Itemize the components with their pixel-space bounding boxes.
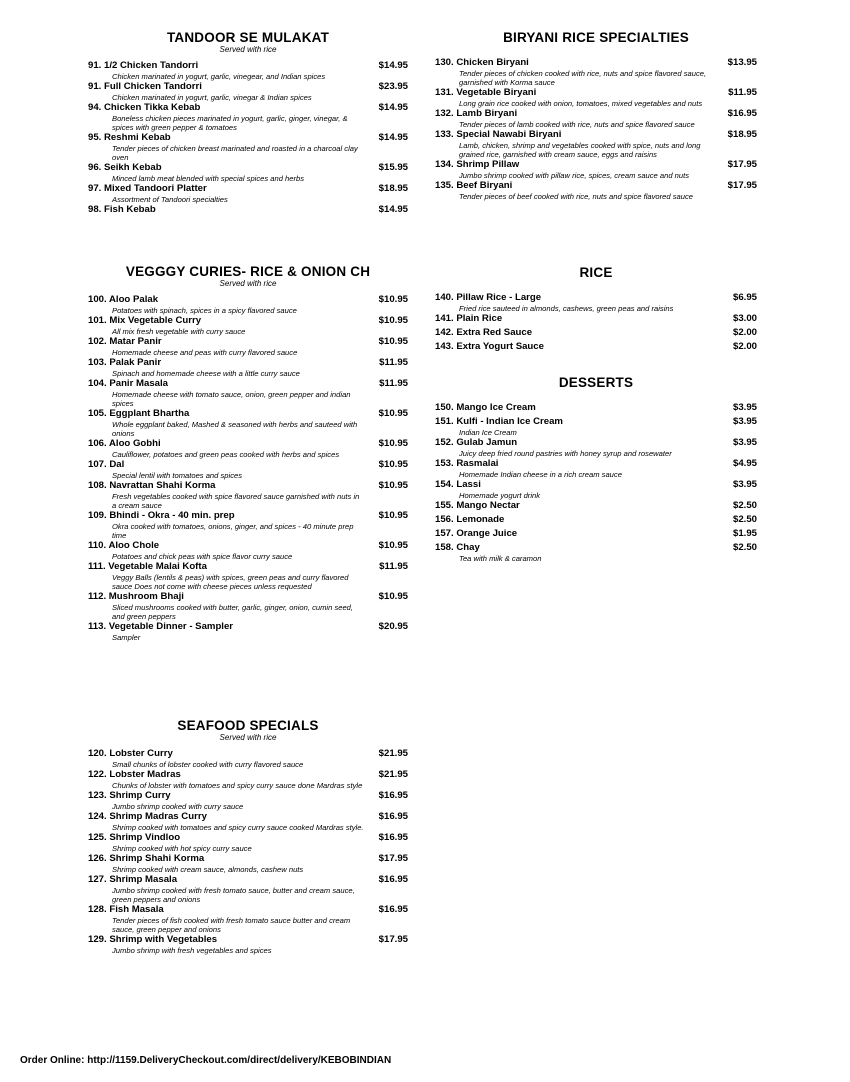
menu-item-price: $20.95: [378, 621, 408, 632]
menu-item: [88, 748, 408, 769]
order-online-footer[interactable]: Order Online: http://1159.DeliveryCheckout.com/direct/delivery/KEBOBINDIAN: [20, 1055, 392, 1066]
menu-item-name: 95. Reshmi Kebab: [88, 132, 171, 143]
menu-item: [435, 87, 757, 108]
menu-item-price: $10.95: [378, 294, 408, 305]
menu-item: [88, 790, 408, 811]
menu-item-price: $16.95: [378, 874, 408, 885]
menu-item-description: Chicken marinated in yogurt, garlic, vinegear, and Indian spices: [112, 72, 326, 81]
menu-item: [88, 621, 408, 642]
menu-item-price: $14.95: [378, 60, 408, 71]
menu-item-description: Minced lamb meat blended with special spices and herbs: [112, 174, 305, 183]
menu-item-name: 142. Extra Red Sauce: [435, 327, 533, 338]
menu-item-name: 134. Shrimp Pillaw: [435, 159, 520, 170]
menu-item-name: 128. Fish Masala: [88, 904, 164, 915]
menu-item-name: 100. Aloo Palak: [88, 294, 159, 305]
menu-item-name: 112. Mushroom Bhaji: [88, 591, 184, 602]
menu-item-name: 103. Palak Panir: [88, 357, 162, 368]
menu-item-description: Homemade Indian cheese in a rich cream sauce: [459, 470, 622, 479]
menu-item: [88, 540, 408, 561]
menu-item-price: $17.95: [727, 159, 757, 170]
menu-item-description: Homemade cheese and peas with curry flavored sauce: [112, 348, 298, 357]
menu-item-description: Veggy Balls (lentils & peas) with spices, green peas and curry flavored sauce Does not come with cheese pieces unless requested: [112, 573, 349, 591]
menu-item-price: $14.95: [378, 132, 408, 143]
menu-item-name: 135. Beef Biryani: [435, 180, 513, 191]
menu-item-description: Tea with milk & caramon: [459, 554, 542, 563]
menu-item: [435, 514, 757, 526]
menu-item-price: $3.95: [732, 416, 757, 427]
menu-item: [88, 438, 408, 459]
menu-item-price: $10.95: [378, 540, 408, 551]
menu-item-description: Homemade yogurt drink: [459, 491, 541, 500]
menu-item-price: $18.95: [727, 129, 757, 140]
menu-item-name: 125. Shrimp Vindloo: [88, 832, 181, 843]
menu-item-description: Spinach and homemade cheese with a little curry sauce: [112, 369, 300, 378]
menu-item-price: $21.95: [378, 769, 408, 780]
menu-item: [88, 81, 408, 102]
menu-item-description: Shrimp cooked with tomatoes and spicy curry sauce cooked Mardras style.: [112, 823, 364, 832]
menu-item-price: $16.95: [378, 811, 408, 822]
menu-item-price: $11.95: [728, 87, 757, 98]
menu-item-description: Assortment of Tandoori specialties: [112, 195, 228, 204]
section-biryani: [435, 30, 757, 201]
menu-item-description: Whole eggplant baked, Mashed & seasoned with herbs and sauteed with onions: [112, 420, 358, 438]
menu-item-name: 105. Eggplant Bhartha: [88, 408, 190, 419]
menu-item-description: Juicy deep fried round pastries with honey syrup and rosewater: [459, 449, 672, 458]
menu-item-price: $16.95: [378, 790, 408, 801]
menu-item-description: Sliced mushrooms cooked with butter, garlic, ginger, onion, cumin seed, and green peppers: [112, 603, 354, 621]
menu-item: [435, 528, 757, 540]
menu-item: [88, 811, 408, 832]
menu-item-price: $10.95: [378, 459, 408, 470]
menu-item: [88, 832, 408, 853]
section-title: VEGGGY CURIES- RICE & ONION CH: [125, 264, 371, 279]
menu-item-price: $10.95: [378, 315, 408, 326]
menu-item: [88, 510, 408, 540]
menu-item-price: $2.00: [732, 341, 757, 352]
menu-item-price: $16.95: [378, 832, 408, 843]
menu-item: [88, 60, 408, 81]
menu-item-name: 154. Lassi: [435, 479, 481, 490]
menu-item-name: 158. Chay: [435, 542, 480, 553]
menu-item-price: $21.95: [378, 748, 408, 759]
menu-item-description: Long grain rice cooked with onion, tomatoes, mixed vegetables and nuts: [459, 99, 703, 108]
menu-item-description: Special lentil with tomatoes and spices: [112, 471, 243, 480]
menu-item-name: 151. Kulfi - Indian Ice Cream: [435, 416, 563, 427]
menu-item-name: 106. Aloo Gobhi: [88, 438, 161, 449]
menu-item-description: Jumbo shrimp with fresh vegetables and spices: [112, 946, 272, 955]
section-subtitle: Served with rice: [219, 279, 277, 288]
menu-item: [88, 336, 408, 357]
menu-item-description: Shrimp cooked with cream sauce, almonds, cashew nuts: [112, 865, 304, 874]
menu-item: [435, 341, 757, 353]
menu-item: [435, 108, 757, 129]
menu-item: [435, 180, 757, 201]
menu-item-price: $10.95: [378, 510, 408, 521]
menu-item: [88, 591, 408, 621]
menu-item-price: $6.95: [732, 292, 757, 303]
menu-item-description: Sampler: [112, 633, 141, 642]
menu-item-name: 109. Bhindi - Okra - 40 min. prep: [88, 510, 235, 521]
menu-item-name: 141. Plain Rice: [435, 313, 503, 324]
menu-item: [435, 159, 757, 180]
menu-item-price: $3.95: [732, 437, 757, 448]
menu-item-name: 126. Shrimp Shahi Korma: [88, 853, 205, 864]
menu-item: [435, 542, 757, 563]
menu-item: [88, 561, 408, 591]
menu-item: [88, 853, 408, 874]
menu-item-description: Cauliflower, potatoes and green peas cooked with herbs and spices: [112, 450, 340, 459]
menu-item-description: Potatoes with spinach, spices in a spicy flavored sauce: [112, 306, 297, 315]
menu-item-price: $10.95: [378, 591, 408, 602]
menu-item-price: $3.95: [732, 402, 757, 413]
menu-item: [88, 183, 408, 204]
menu-item: [435, 129, 757, 159]
menu-item-price: $10.95: [378, 438, 408, 449]
menu-item: [88, 132, 408, 162]
menu-item-price: $16.95: [727, 108, 757, 119]
menu-item: [88, 357, 408, 378]
menu-item-name: 150. Mango Ice Cream: [435, 402, 536, 413]
menu-item-price: $2.50: [732, 542, 757, 553]
menu-item-name: 111. Vegetable Malai Kofta: [88, 561, 207, 572]
menu-item-price: $1.95: [732, 528, 757, 539]
section-tandoor: [88, 30, 408, 218]
section-title: BIRYANI RICE SPECIALTIES: [503, 30, 689, 45]
menu-item-name: 153. Rasmalai: [435, 458, 499, 469]
menu-item: [88, 459, 408, 480]
menu-item-name: 132. Lamb Biryani: [435, 108, 518, 119]
section-veggy: [88, 264, 408, 642]
section-seafood: [88, 718, 408, 955]
menu-item-name: 152. Gulab Jamun: [435, 437, 518, 448]
menu-item-description: Tender pieces of chicken cooked with rice, nuts and spice flavored sauce, garnished with Korma sauce: [459, 69, 707, 87]
menu-item-description: Fried rice sauteed in almonds, cashews, green peas and raisins: [459, 304, 674, 313]
menu-item: [435, 437, 757, 458]
menu-item-description: Shrimp cooked with hot spicy curry sauce: [112, 844, 252, 853]
menu-item: [88, 934, 408, 955]
menu-item-name: 123. Shrimp Curry: [88, 790, 171, 801]
menu-item-name: 122. Lobster Madras: [88, 769, 181, 780]
menu-item: [435, 313, 757, 325]
menu-item: [435, 458, 757, 479]
menu-item-price: $17.95: [378, 853, 408, 864]
menu-item-description: Indian Ice Cream: [459, 428, 517, 437]
menu-item-price: $4.95: [732, 458, 757, 469]
menu-item: [88, 102, 408, 132]
menu-item: [435, 479, 757, 500]
menu-item-name: 98. Fish Kebab: [88, 204, 156, 215]
menu-item-name: 140. Pillaw Rice - Large: [435, 292, 542, 303]
section-subtitle: Served with rice: [219, 733, 277, 742]
menu-item-price: $14.95: [378, 204, 408, 215]
section-subtitle: [435, 390, 757, 396]
menu-item-description: Fresh vegetables cooked with spice flavored sauce garnished with nuts in a cream sauce: [112, 492, 360, 510]
menu-item-price: $10.95: [378, 480, 408, 491]
menu-item: [435, 292, 757, 313]
menu-item-name: 91. 1/2 Chicken Tandorri: [88, 60, 199, 71]
menu-item-price: $17.95: [378, 934, 408, 945]
menu-item-price: $3.95: [732, 479, 757, 490]
menu-item-description: All mix fresh vegetable with curry sauce: [112, 327, 246, 336]
menu-item-price: $2.50: [732, 500, 757, 511]
section-title: TANDOOR SE MULAKAT: [166, 30, 330, 45]
menu-item-description: Small chunks of lobster cooked with curry flavored sauce: [112, 760, 304, 769]
menu-item-name: 156. Lemonade: [435, 514, 505, 525]
menu-item-name: 120. Lobster Curry: [88, 748, 173, 759]
menu-item-price: $11.95: [379, 561, 408, 572]
menu-item-price: $2.50: [732, 514, 757, 525]
menu-item-name: 127. Shrimp Masala: [88, 874, 178, 885]
section-subtitle: [435, 280, 757, 286]
menu-item-name: 108. Navrattan Shahi Korma: [88, 480, 216, 491]
menu-item-price: $11.95: [379, 378, 408, 389]
section-title: SEAFOOD SPECIALS: [177, 718, 319, 733]
section-desserts: [435, 375, 757, 563]
menu-item-price: $11.95: [379, 357, 408, 368]
menu-item: [88, 904, 408, 934]
section-rice: [435, 265, 757, 355]
menu-item: [88, 315, 408, 336]
menu-item-name: 124. Shrimp Madras Curry: [88, 811, 207, 822]
section-subtitle: [435, 45, 757, 51]
menu-item-name: 94. Chicken Tikka Kebab: [88, 102, 201, 113]
menu-item-description: Tender pieces of chicken breast marinated and roasted in a charcoal clay oven: [112, 144, 358, 162]
menu-item-name: 101. Mix Vegetable Curry: [88, 315, 202, 326]
menu-item-name: 104. Panir Masala: [88, 378, 168, 389]
menu-item: [88, 162, 408, 183]
section-title: RICE: [579, 265, 613, 280]
menu-item-description: Okra cooked with tomatoes, onions, ginger, and spices - 40 minute prep time: [112, 522, 354, 540]
menu-item-name: 102. Matar Panir: [88, 336, 162, 347]
menu-item-name: 143. Extra Yogurt Sauce: [435, 341, 544, 352]
menu-item-price: $13.95: [727, 57, 757, 68]
menu-item: [435, 327, 757, 339]
menu-item: [435, 402, 757, 414]
menu-item-description: Jumbo shrimp cooked with curry sauce: [112, 802, 244, 811]
menu-item-price: $2.00: [732, 327, 757, 338]
menu-item-price: $16.95: [378, 904, 408, 915]
menu-item-price: $17.95: [727, 180, 757, 191]
menu-item-description: Jumbo shrimp cooked with pillaw rice, spices, cream sauce and nuts: [459, 171, 690, 180]
menu-item-name: 110. Aloo Chole: [88, 540, 160, 551]
section-subtitle: Served with rice: [219, 45, 277, 54]
menu-item: [88, 408, 408, 438]
menu-item: [88, 294, 408, 315]
menu-item-name: 107. Dal: [88, 459, 125, 470]
menu-item-name: 97. Mixed Tandoori Platter: [88, 183, 207, 194]
menu-item-name: 155. Mango Nectar: [435, 500, 520, 511]
menu-item: [435, 416, 757, 437]
menu-item-name: 133. Special Nawabi Biryani: [435, 129, 562, 140]
menu-item-description: Boneless chicken pieces marinated in yogurt, garlic, ginger, vinegar, & spices with green pepper & tomatoes: [112, 114, 348, 132]
menu-item-description: Potatoes and chick peas with spice flavor curry sauce: [112, 552, 293, 561]
menu-item: [435, 57, 757, 87]
menu-item-name: 96. Seikh Kebab: [88, 162, 162, 173]
menu-item-description: Homemade cheese with tomato sauce, onion, green pepper and indian spices: [112, 390, 351, 408]
menu-item: [88, 378, 408, 408]
menu-item: [88, 874, 408, 904]
menu-item: [88, 204, 408, 216]
section-title: DESSERTS: [558, 375, 634, 390]
menu-item-description: Tender pieces of beef cooked with rice, nuts and spice flavored sauce: [459, 192, 694, 201]
menu-item-name: 113. Vegetable Dinner - Sampler: [88, 621, 234, 632]
menu-item-description: Lamb, chicken, shrimp and vegetables cooked with spice, nuts and long grained rice, garnished with cream sauce, eggs and raisins: [459, 141, 701, 159]
menu-item-price: $14.95: [378, 102, 408, 113]
menu-item-price: $15.95: [378, 162, 408, 173]
menu-item-description: Tender pieces of lamb cooked with rice, nuts and spice flavored sauce: [459, 120, 695, 129]
menu-item-name: 131. Vegetable Biryani: [435, 87, 537, 98]
menu-item-name: 157. Orange Juice: [435, 528, 518, 539]
menu-item-description: Jumbo shrimp cooked with fresh tomato sauce, butter and cream sauce, green peppers and onions: [112, 886, 355, 904]
menu-item-description: Tender pieces of fish cooked with fresh tomato sauce butter and cream sauce, green pepper and onions: [112, 916, 351, 934]
menu-item-price: $23.95: [378, 81, 408, 92]
menu-item: [88, 769, 408, 790]
menu-item-price: $18.95: [378, 183, 408, 194]
menu-item-price: $10.95: [378, 408, 408, 419]
menu-item-price: $3.00: [732, 313, 757, 324]
menu-item: [88, 480, 408, 510]
menu-item-price: $10.95: [378, 336, 408, 347]
menu-item-description: Chicken marinated in yogurt, garlic, vinegar & Indian spices: [112, 93, 312, 102]
menu-item: [435, 500, 757, 512]
menu-item-name: 130. Chicken Biryani: [435, 57, 529, 68]
menu-item-name: 129. Shrimp with Vegetables: [88, 934, 218, 945]
menu-item-name: 91. Full Chicken Tandorri: [88, 81, 202, 92]
menu-item-description: Chunks of lobster with tomatoes and spicy curry sauce done Mardras style: [112, 781, 363, 790]
